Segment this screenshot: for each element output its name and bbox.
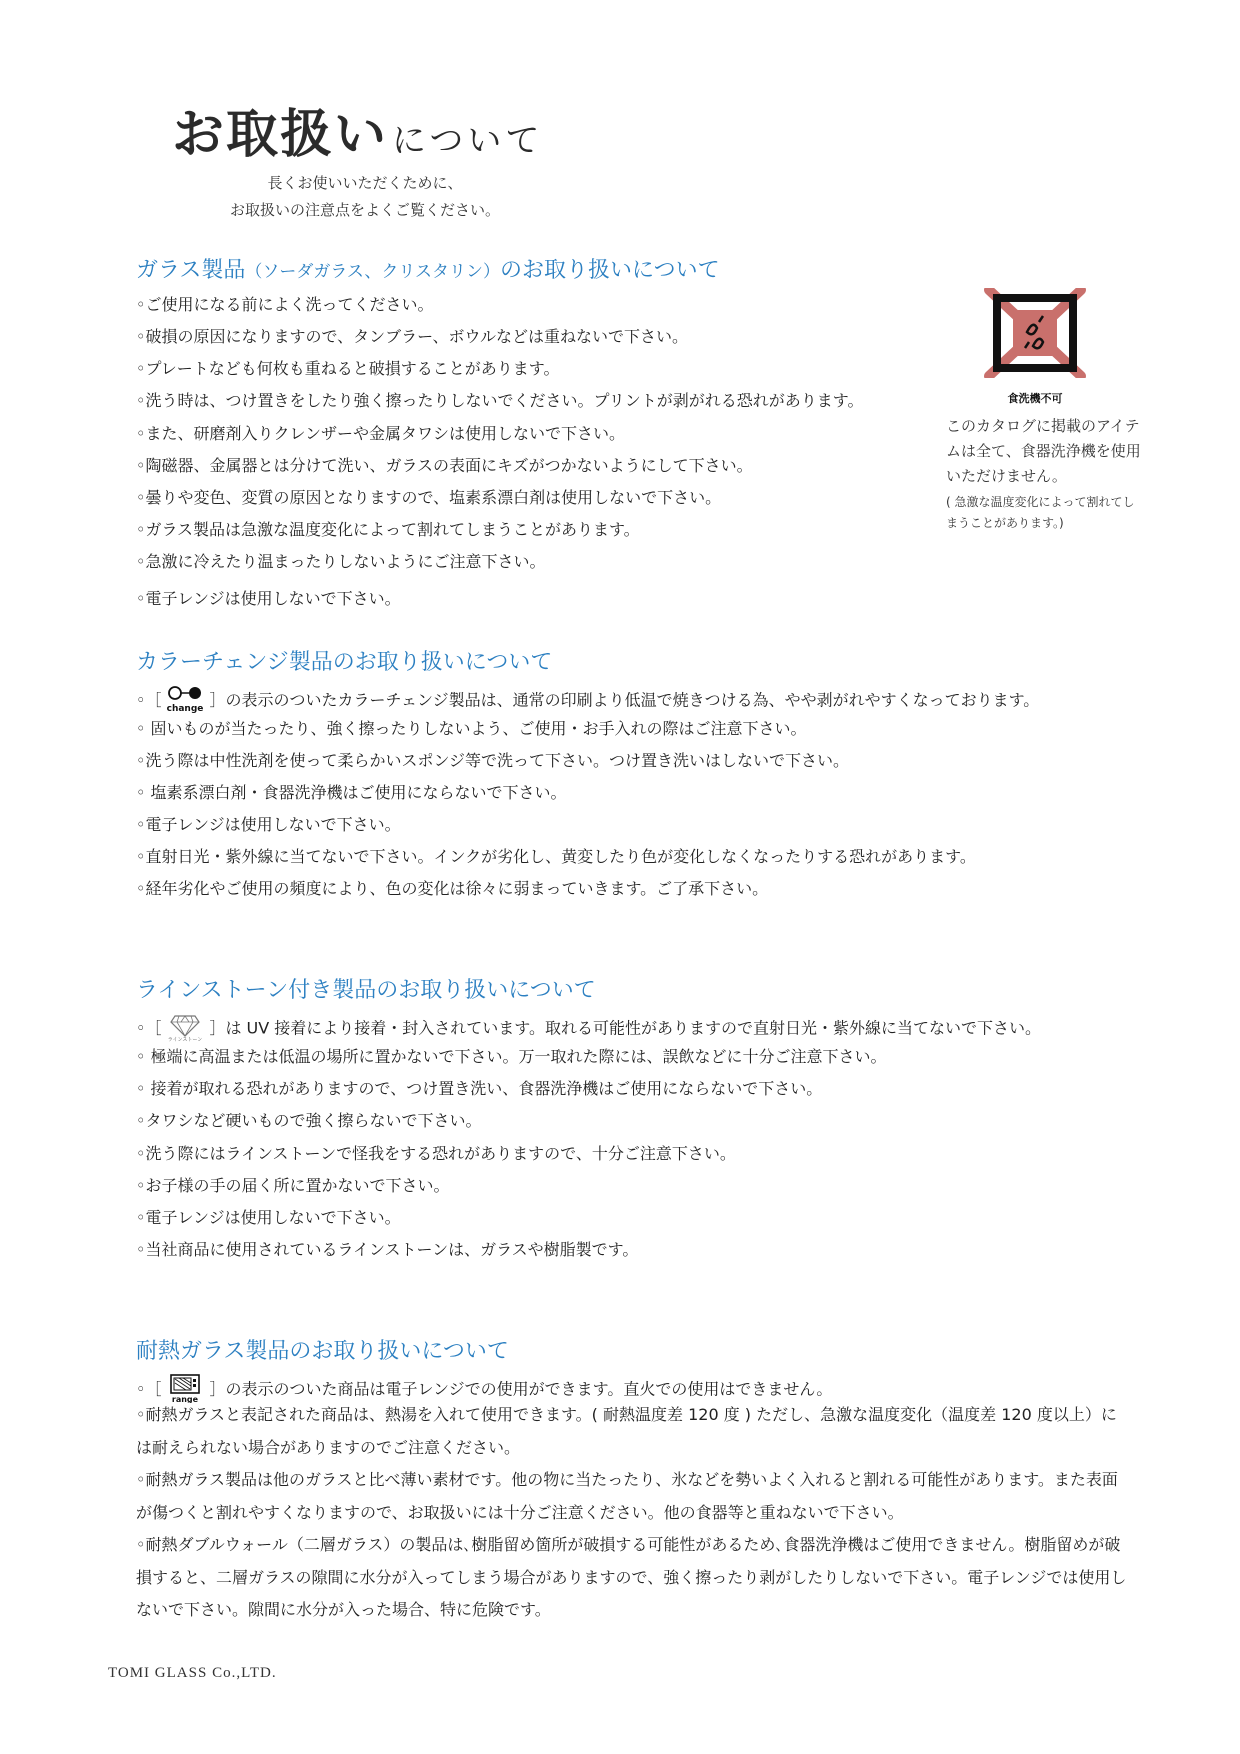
page-title: [172, 92, 543, 167]
bracket-open: ◦［: [136, 690, 162, 710]
section-title-glass-paren: （ソーダガラス、クリスタリン）: [245, 262, 501, 282]
no-dishwasher-icon: [983, 288, 1087, 378]
color-change-item: ◦ 固いものが当たったり、強く擦ったりしないよう、ご使用・お手入れの際はご注意下さい。: [136, 719, 807, 738]
dishwasher-note-sub: ( 急激な温度変化によって割れてしまうことがあります。): [946, 495, 1135, 530]
bracket-open: ◦［: [136, 1018, 162, 1038]
heat-paragraph: ◦耐熱ガラスと表記された商品は、熱湯を入れて使用できます。( 耐熱温度差 120 度 ) ただし、急激な温度変化（温度差 120 度以上）には耐えられない場合がありますのでご注意ください。: [136, 1405, 1117, 1457]
title-sub: について: [392, 121, 544, 161]
section-title-glass-rest: のお取り扱いについて: [500, 258, 720, 283]
rhinestone-item: ◦タワシなど硬いもので強く擦らないで下さい。: [136, 1111, 482, 1130]
no-dishwasher-label: 食洗機不可: [1007, 392, 1063, 405]
rhinestone-first-item: [136, 1012, 1041, 1046]
glass-item: ◦ガラス製品は急激な温度変化によって割れてしまうことがあります。: [136, 520, 640, 539]
rhinestone-item: ◦洗う際にはラインストーンで怪我をする恐れがありますので、十分ご注意下さい。: [136, 1144, 736, 1163]
rhinestone-item: ◦ 極端に高温または低温の場所に置かないで下さい。万一取れた際には、誤飲などに十分ご注意下さい。: [136, 1047, 887, 1066]
range-label: range: [172, 1395, 199, 1403]
glass-item: ◦破損の原因になりますので、タンブラー、ボウルなどは重ねないで下さい。: [136, 327, 688, 346]
rhinestone-item: ◦お子様の手の届く所に置かないで下さい。: [136, 1176, 450, 1195]
rhinestone-first-text: ］は UV 接着により接着・封入されています。取れる可能性がありますので直射日光・紫外線に当てないで下さい。: [209, 1018, 1042, 1038]
color-change-first-item: [136, 684, 1039, 718]
intro-line-2: お取扱いの注意点をよくご覧ください。: [229, 201, 500, 219]
section-title-color-change: カラーチェンジ製品のお取り扱いについて: [136, 650, 553, 675]
glass-item: ◦プレートなども何枚も重ねると破損することがあります。: [136, 359, 560, 378]
color-change-item: ◦ 塩素系漂白剤・食器洗浄機はご使用にならないで下さい。: [136, 783, 567, 802]
heat-paragraph: ◦耐熱ダブルウォール（二層ガラス）の製品は､樹脂留め箇所が破損する可能性があるため､食器洗浄機はご使用できません。樹脂留めが破損すると、二層ガラスの隙間に水分が入ってしまう場合がありますので、強く擦ったり剥がしたりしないで下さい。電子レンジでは使用しないで下さい。隙間に水分が入った場合、特に危険です。: [136, 1535, 1127, 1619]
color-change-first-text: ］の表示のついたカラーチェンジ製品は、通常の印刷より低温で焼きつける為、やや剥がれやすくなっております。: [209, 690, 1040, 710]
glass-item: ◦急激に冷えたり温まったりしないようにご注意下さい。: [136, 552, 546, 571]
intro-line-1: 長くお使いいただくために、: [267, 174, 463, 192]
section-title-glass-main: ガラス製品: [136, 258, 246, 283]
glass-item: ◦曇りや変色、変質の原因となりますので、塩素系漂白剤は使用しないで下さい。: [136, 488, 722, 507]
rhinestone-item: ◦当社商品に使用されているラインストーンは、ガラスや樹脂製です。: [136, 1240, 639, 1259]
rhinestone-icon: [167, 1012, 203, 1046]
section-title-rhinestone: ラインストーン付き製品のお取り扱いについて: [136, 978, 596, 1003]
intro-text: [200, 170, 530, 224]
glass-item: ◦洗う時は、つけ置きをしたり強く擦ったりしないでください。プリントが剥がれる恐れがあります。: [136, 391, 864, 410]
rhinestone-item: ◦ 接着が取れる恐れがありますので、つけ置き洗い、食器洗浄機はご使用にならないで下さい。: [136, 1079, 823, 1098]
color-change-icon: [167, 684, 203, 718]
color-change-item: ◦経年劣化やご使用の頻度により、色の変化は徐々に弱まっていきます。ご了承下さい。: [136, 879, 769, 898]
section-title-heat: 耐熱ガラス製品のお取り扱いについて: [136, 1339, 509, 1364]
section-title-glass: [136, 253, 720, 284]
glass-item: ◦また、研磨剤入りクレンザーや金属タワシは使用しないで下さい。: [136, 424, 626, 443]
bracket-open: ◦［: [136, 1379, 162, 1399]
glass-item: ◦電子レンジは使用しないで下さい。: [136, 589, 401, 608]
company-footer: TOMI GLASS Co.,LTD.: [108, 1665, 277, 1681]
title-main: お取扱い: [172, 105, 389, 165]
glass-item: ◦陶磁器、金属器とは分けて洗い、ガラスの表面にキズがつかないようにして下さい。: [136, 456, 753, 475]
color-change-item: ◦洗う際は中性洗剤を使って柔らかいスポンジ等で洗って下さい。つけ置き洗いはしないで下さい。: [136, 751, 850, 770]
color-change-item: ◦直射日光・紫外線に当てないで下さい。インクが劣化し、黄変したり色が変化しなくなったりする恐れがあります。: [136, 847, 976, 866]
color-change-item: ◦電子レンジは使用しないで下さい。: [136, 815, 401, 834]
change-label: change: [167, 704, 204, 714]
heat-first-text: ］の表示のついた商品は電子レンジでの使用ができます。直火での使用はできません。: [209, 1379, 833, 1399]
rhinestone-item: ◦電子レンジは使用しないで下さい。: [136, 1208, 401, 1227]
heat-paragraph: ◦耐熱ガラス製品は他のガラスと比べ薄い素材です。他の物に当たったり、氷などを勢いよく入れると割れる可能性があります。また表面が傷つくと割れやすくなりますので、お取扱いには十分ご注意ください。他の食器等と重ねないで下さい。: [136, 1470, 1118, 1522]
glass-item: ◦ご使用になる前によく洗ってください。: [136, 295, 434, 314]
rhinestone-label: ラインストーン: [168, 1037, 203, 1042]
dishwasher-note: このカタログに掲載のアイテムは全て、食器洗浄機を使用いただけません。: [946, 417, 1141, 485]
